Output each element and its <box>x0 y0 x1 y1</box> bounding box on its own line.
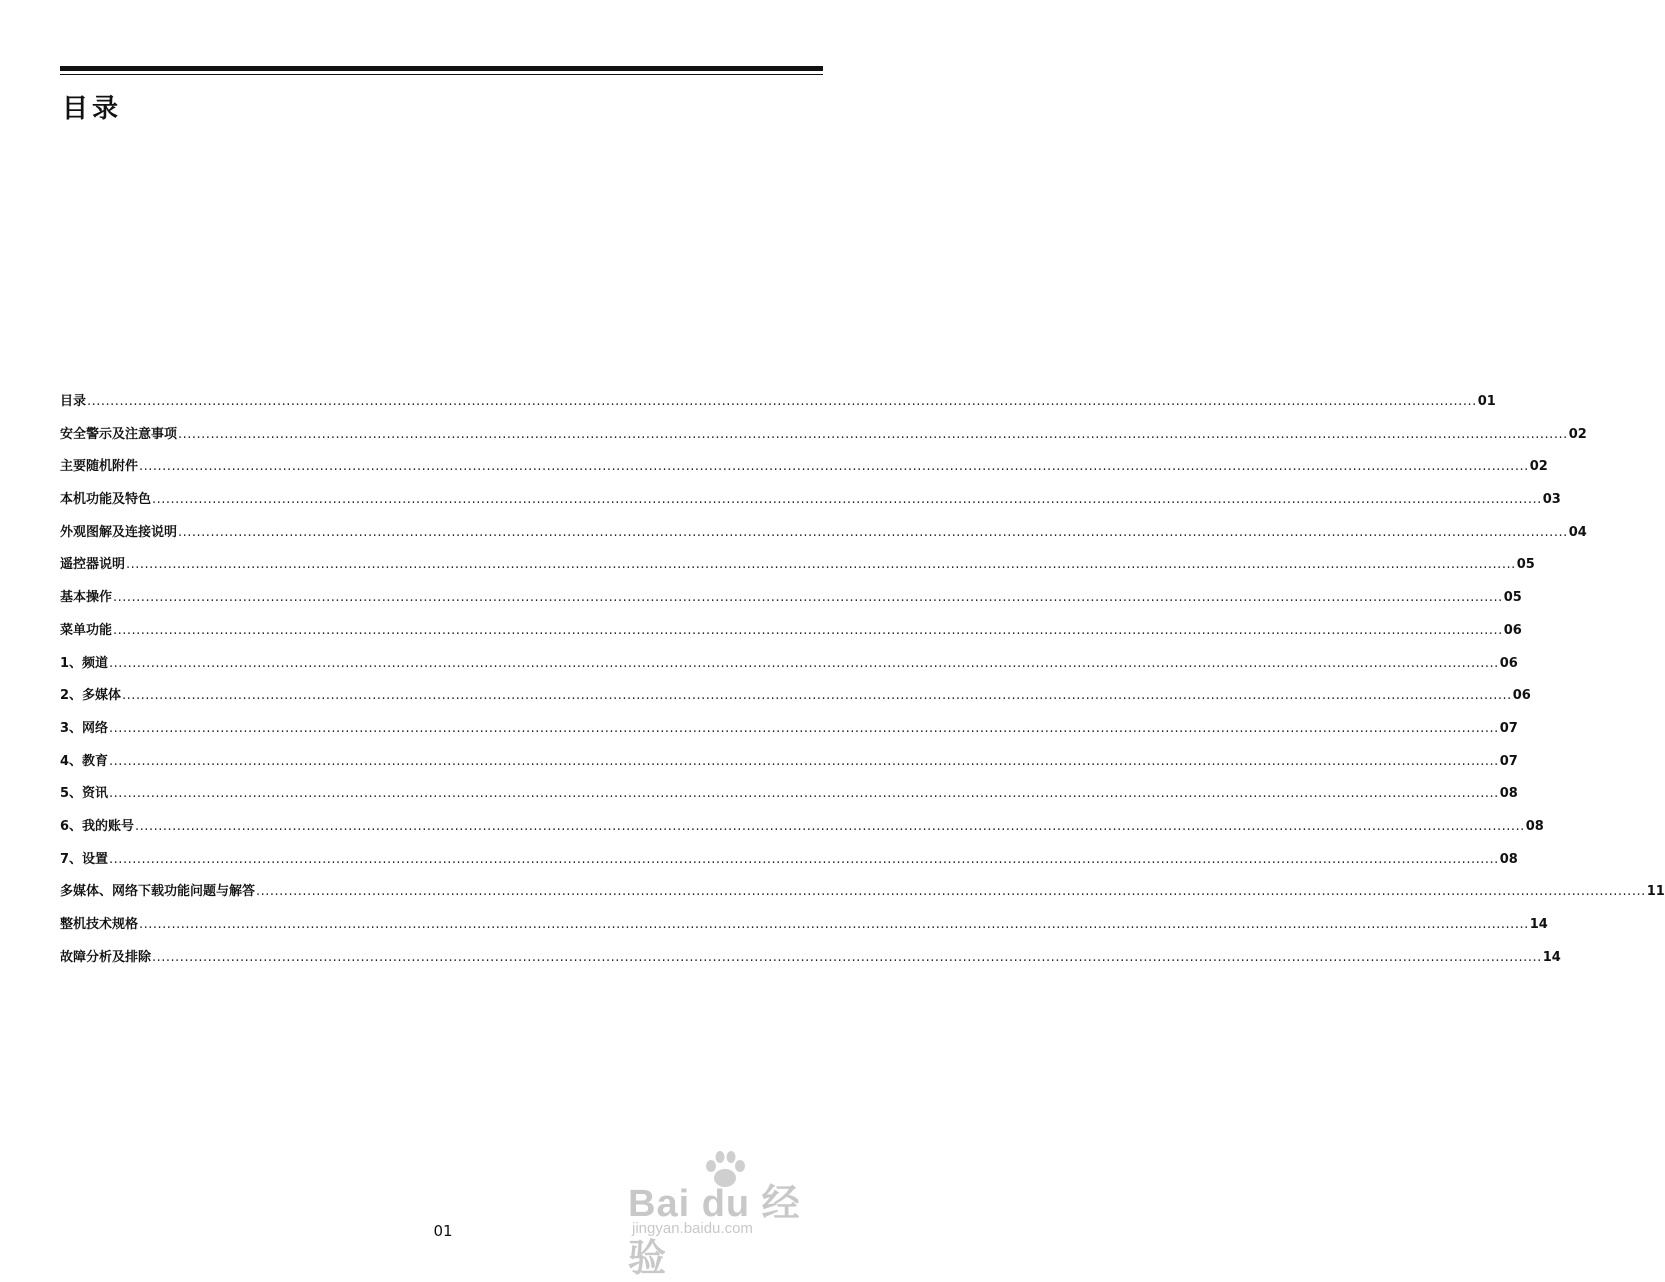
toc-entry-page: 08 <box>1525 818 1544 834</box>
toc-entry-label: 本机功能及特色 <box>60 492 152 508</box>
dot-leader: ............................................................................................................................................................................................................................................................................................................ <box>109 655 1499 671</box>
toc-entry-page: 06 <box>1512 688 1531 704</box>
dot-leader: ............................................................................................................................................................................................................................................................................................................ <box>109 851 1499 867</box>
toc-entry[interactable] <box>60 455 1548 488</box>
toc-entry[interactable] <box>60 521 1587 554</box>
dot-leader: ............................................................................................................................................................................................................................................................................................................ <box>178 524 1568 540</box>
toc-entry-page: 07 <box>1499 720 1518 736</box>
toc-entry-page: 11 <box>1646 884 1665 900</box>
toc-entry-label: 遥控器说明 <box>60 557 126 573</box>
dot-leader: ............................................................................................................................................................................................................................................................................................................ <box>178 426 1568 442</box>
toc-entry[interactable] <box>60 717 1518 750</box>
toc-entry[interactable] <box>60 946 1561 979</box>
dot-leader: ............................................................................................................................................................................................................................................................................................................ <box>122 688 1512 704</box>
dot-leader: ............................................................................................................................................................................................................................................................................................................ <box>109 786 1499 802</box>
toc-entry[interactable] <box>60 619 1522 652</box>
toc-entry-label: 3、网络 <box>60 720 109 736</box>
toc-entry-label: 1、频道 <box>60 655 109 671</box>
page-title: 目录 <box>62 94 123 124</box>
toc-entry-label: 安全警示及注意事项 <box>60 426 178 442</box>
dot-leader: ............................................................................................................................................................................................................................................................................................................ <box>139 459 1529 475</box>
toc-entry-page: 08 <box>1499 851 1518 867</box>
dot-leader: ............................................................................................................................................................................................................................................................................................................ <box>256 884 1646 900</box>
dot-leader: ............................................................................................................................................................................................................................................................................................................ <box>113 590 1503 606</box>
toc-entry-label: 菜单功能 <box>60 622 113 638</box>
toc-entry-page: 06 <box>1499 655 1518 671</box>
toc-entry[interactable] <box>60 652 1518 685</box>
toc-entry-label: 7、设置 <box>60 851 109 867</box>
dot-leader: ............................................................................................................................................................................................................................................................................................................ <box>152 492 1542 508</box>
toc-entry[interactable] <box>60 390 1496 423</box>
toc-entry-label: 基本操作 <box>60 590 113 606</box>
toc-entry-page: 05 <box>1516 557 1535 573</box>
dot-leader: ............................................................................................................................................................................................................................................................................................................ <box>109 720 1499 736</box>
toc-entry[interactable] <box>60 423 1587 456</box>
watermark-url: jingyan.baidu.com <box>632 1220 753 1237</box>
toc-entry-page: 01 <box>1477 394 1496 409</box>
toc-entry-page: 02 <box>1529 459 1548 475</box>
header-rule-thin <box>60 74 823 75</box>
watermark-brand: Bai du 经验 <box>628 1183 801 1280</box>
toc-entry-label: 故障分析及排除 <box>60 949 152 965</box>
toc-entry[interactable] <box>60 815 1544 848</box>
page-number: 01 <box>433 1222 453 1240</box>
toc-entry[interactable] <box>60 750 1518 783</box>
toc-entry-label: 2、多媒体 <box>60 688 122 704</box>
toc-entry[interactable] <box>60 586 1522 619</box>
toc-entry-label: 4、教育 <box>60 753 109 769</box>
toc-entry-label: 主要随机附件 <box>60 459 139 475</box>
toc-entry-page: 07 <box>1499 753 1518 769</box>
toc-entry-label: 6、我的账号 <box>60 818 135 834</box>
toc-entry-label: 5、资讯 <box>60 786 109 802</box>
toc-entry-label: 多媒体、网络下载功能问题与解答 <box>60 884 256 900</box>
toc-entry-label: 整机技术规格 <box>60 917 139 932</box>
dot-leader: ............................................................................................................................................................................................................................................................................................................ <box>109 753 1499 769</box>
watermark <box>628 1150 838 1280</box>
toc-entry[interactable] <box>60 488 1561 521</box>
toc-entry-page: 05 <box>1503 590 1522 606</box>
toc-entry[interactable] <box>60 880 1665 913</box>
toc-entry[interactable] <box>60 553 1535 586</box>
dot-leader: ............................................................................................................................................................................................................................................................................................................ <box>139 917 1529 932</box>
toc-entry-page: 14 <box>1542 949 1561 965</box>
toc-entry-label: 外观图解及连接说明 <box>60 524 178 540</box>
toc-entry[interactable] <box>60 848 1518 881</box>
dot-leader: ............................................................................................................................................................................................................................................................................................................ <box>126 557 1516 573</box>
header-rule-thick <box>60 66 823 71</box>
dot-leader: ............................................................................................................................................................................................................................................................................................................ <box>152 949 1542 965</box>
toc-entry[interactable] <box>60 782 1518 815</box>
toc-entry-label: 目录 <box>60 394 87 409</box>
dot-leader: ............................................................................................................................................................................................................................................................................................................ <box>87 394 1477 409</box>
toc-entry-page: 03 <box>1542 492 1561 508</box>
toc-entry-page: 08 <box>1499 786 1518 802</box>
toc-entry[interactable] <box>60 913 1548 946</box>
table-of-contents <box>60 390 1665 978</box>
dot-leader: ............................................................................................................................................................................................................................................................................................................ <box>135 818 1525 834</box>
toc-entry-page: 06 <box>1503 622 1522 638</box>
toc-entry-page: 14 <box>1529 917 1548 932</box>
dot-leader: ............................................................................................................................................................................................................................................................................................................ <box>113 622 1503 638</box>
toc-entry-page: 02 <box>1568 426 1587 442</box>
toc-entry-page: 04 <box>1568 524 1587 540</box>
toc-entry[interactable] <box>60 684 1531 717</box>
